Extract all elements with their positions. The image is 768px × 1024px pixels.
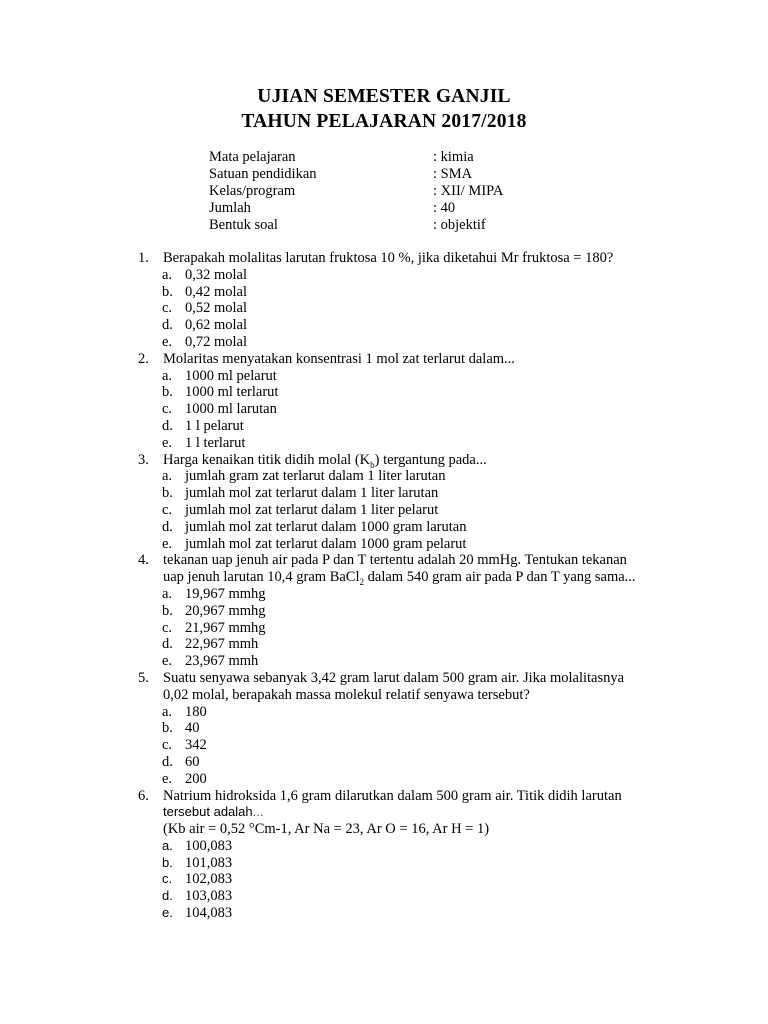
exam-info-table [209, 149, 509, 234]
option-letter: d. [162, 888, 173, 904]
option-d [138, 888, 668, 905]
question-number: 3. [138, 451, 149, 468]
option-text: 100,083 [185, 837, 233, 854]
option-e [138, 435, 668, 452]
info-label: Mata pelajaran [209, 149, 296, 165]
question-text-part: dalam 540 gram air pada P dan T yang sama... [364, 569, 636, 586]
option-text: 40 [185, 720, 200, 737]
option-letter: d. [162, 753, 173, 770]
question-text-part: tersebut adalah [163, 804, 253, 820]
option-e [138, 334, 668, 351]
info-row-format [209, 217, 509, 234]
info-value: : 40 [433, 200, 456, 216]
option-letter: d. [162, 518, 173, 535]
subscript: 2 [359, 577, 365, 588]
option-letter: a. [162, 266, 173, 283]
option-text: 0,42 molal [185, 283, 248, 300]
question-number: 2. [138, 350, 149, 367]
option-text: 102,083 [185, 871, 233, 888]
question-text-part: ) tergantung pada... [374, 451, 487, 468]
question-number: 4. [138, 552, 149, 569]
option-text: 23,967 mmh [185, 653, 259, 670]
subscript: b [370, 459, 375, 470]
question-text-line-1: Suatu senyawa sebanyak 3,42 gram larut dalam 500 gram air. Jika molalitasnya [163, 669, 625, 686]
option-e [138, 771, 668, 788]
option-letter: c. [162, 737, 173, 754]
option-d [138, 519, 668, 536]
option-letter: c. [162, 871, 173, 887]
question-text [138, 452, 668, 469]
option-a [138, 267, 668, 284]
option-b [138, 720, 668, 737]
question-text: Berapakah molalitas larutan fruktosa 10 %, jika diketahui Mr fruktosa = 180? [163, 250, 614, 266]
question-text-line-2 [138, 804, 668, 821]
info-label: Bentuk soal [209, 217, 278, 233]
option-a [138, 586, 668, 603]
question-text-line-1: tekanan uap jenuh air pada P dan T tertentu adalah 20 mmHg. Tentukan tekanan [163, 552, 627, 569]
question-text-line-2: 0,02 molal, berapakah massa molekul relatif senyawa tersebut? [163, 686, 530, 703]
option-letter: b. [162, 283, 173, 300]
option-text: 0,62 molal [185, 317, 248, 334]
info-value: : SMA [433, 166, 473, 182]
question-5 [138, 670, 668, 788]
option-letter: e. [162, 905, 173, 921]
option-b [138, 603, 668, 620]
option-letter: a. [162, 367, 173, 384]
option-text: 1 l terlarut [185, 434, 246, 451]
option-text: 21,967 mmhg [185, 619, 266, 636]
question-3 [138, 452, 668, 553]
option-d [138, 636, 668, 653]
question-number: 6. [138, 787, 149, 804]
option-c [138, 401, 668, 418]
option-a [138, 704, 668, 721]
exam-title: UJIAN SEMESTER GANJIL [257, 86, 511, 107]
option-letter: a. [162, 703, 173, 720]
option-text: 103,083 [185, 888, 233, 905]
question-text-line-2 [138, 569, 668, 586]
option-letter: e. [162, 535, 173, 552]
option-text: jumlah mol zat terlarut dalam 1 liter pelarut [185, 501, 439, 518]
option-letter: c. [162, 300, 173, 317]
option-c [138, 300, 668, 317]
option-letter: b. [162, 854, 173, 870]
option-b [138, 485, 668, 502]
question-text-ellipsis: ... [252, 804, 264, 820]
option-letter: d. [162, 417, 173, 434]
question-text-part: Harga kenaikan titik didih molal (K [163, 451, 371, 468]
info-value: : kimia [433, 149, 474, 165]
option-e [138, 536, 668, 553]
option-text: 180 [185, 703, 207, 720]
question-6 [138, 788, 668, 922]
option-text: 0,72 molal [185, 333, 248, 350]
option-text: 19,967 mmhg [185, 585, 266, 602]
option-letter: e. [162, 653, 173, 670]
option-text: 22,967 mmh [185, 636, 259, 653]
option-letter: b. [162, 485, 173, 502]
option-letter: a. [162, 837, 173, 853]
option-c [138, 620, 668, 637]
option-c [138, 871, 668, 888]
option-letter: e. [162, 770, 173, 787]
option-text: 60 [185, 753, 200, 770]
question-4 [138, 552, 668, 670]
option-text: jumlah gram zat terlarut dalam 1 liter larutan [185, 468, 446, 485]
option-letter: d. [162, 317, 173, 334]
question-1 [138, 250, 668, 351]
info-row-class [209, 183, 509, 200]
option-e [138, 653, 668, 670]
option-letter: c. [162, 401, 173, 418]
question-text: Molaritas menyatakan konsentrasi 1 mol zat terlarut dalam... [163, 350, 515, 367]
info-label: Satuan pendidikan [209, 166, 317, 182]
question-text-part: uap jenuh larutan 10,4 gram BaCl [163, 569, 360, 586]
option-letter: d. [162, 636, 173, 653]
question-number: 1. [138, 250, 149, 266]
option-c [138, 737, 668, 754]
option-letter: c. [162, 501, 173, 518]
info-row-subject [209, 149, 509, 166]
info-value: : XII/ MIPA [433, 183, 504, 199]
option-c [138, 502, 668, 519]
option-e [138, 905, 668, 922]
option-text: jumlah mol zat terlarut dalam 1000 gram pelarut [185, 535, 467, 552]
option-text: 104,083 [185, 905, 233, 922]
option-text: 1000 ml larutan [185, 401, 277, 418]
option-text: 0,32 molal [185, 266, 248, 283]
option-text: 1000 ml terlarut [185, 384, 279, 401]
option-letter: c. [162, 619, 173, 636]
option-letter: b. [162, 602, 173, 619]
option-d [138, 317, 668, 334]
option-b [138, 284, 668, 301]
info-label: Jumlah [209, 200, 251, 216]
option-letter: b. [162, 384, 173, 401]
option-a [138, 468, 668, 485]
option-text: jumlah mol zat terlarut dalam 1000 gram larutan [185, 518, 467, 535]
info-value: : objektif [433, 217, 486, 233]
option-a [138, 368, 668, 385]
option-b [138, 855, 668, 872]
option-text: 1000 ml pelarut [185, 367, 277, 384]
option-letter: e. [162, 434, 173, 451]
info-row-count [209, 200, 509, 217]
option-d [138, 418, 668, 435]
info-row-school-level [209, 166, 509, 183]
exam-year: TAHUN PELAJARAN 2017/2018 [241, 111, 527, 132]
option-text: jumlah mol zat terlarut dalam 1 liter larutan [185, 485, 439, 502]
option-text: 342 [185, 737, 207, 754]
option-text: 101,083 [185, 854, 233, 871]
option-letter: b. [162, 720, 173, 737]
option-b [138, 384, 668, 401]
option-text: 0,52 molal [185, 300, 248, 317]
question-constants: (Kb air = 0,52 °Cm-1, Ar Na = 23, Ar O = 16, Ar H = 1) [163, 821, 490, 838]
info-label: Kelas/program [209, 183, 296, 199]
question-2 [138, 351, 668, 452]
option-d [138, 754, 668, 771]
question-number: 5. [138, 669, 149, 686]
option-letter: a. [162, 468, 173, 485]
question-list [138, 250, 668, 922]
option-text: 1 l pelarut [185, 417, 244, 434]
option-letter: e. [162, 333, 173, 350]
option-text: 200 [185, 770, 207, 787]
option-text: 20,967 mmhg [185, 602, 266, 619]
option-letter: a. [162, 585, 173, 602]
option-a [138, 838, 668, 855]
question-text-line-1: Natrium hidroksida 1,6 gram dilarutkan dalam 500 gram air. Titik didih larutan [163, 787, 622, 804]
